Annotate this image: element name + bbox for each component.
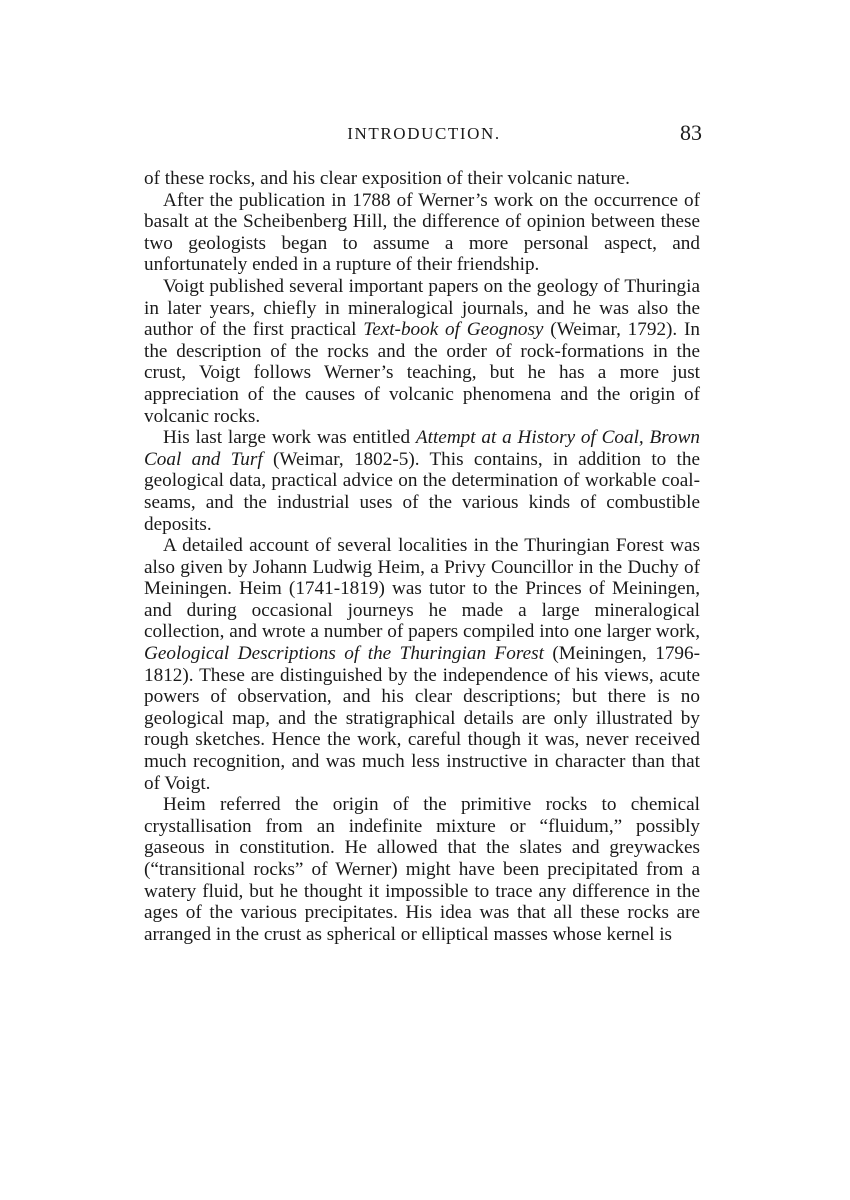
paragraph-heim-primitive-rocks: Heim referred the origin of the primitive rocks to chemical crystallisation from an indefinite mixture or “fluidum,” possibly gaseous in constitution. He allowed that the slates and greywackes (“transitional rocks” of Werner) might have been precipitated from a watery fluid, but he thought it impossible to trace any difference in the ages of the various precipitates. His idea was that all these rocks are arranged in the crust as spherical or elliptical masses whose kernel is bbox=[144, 794, 700, 945]
paragraph-voigt-publications bbox=[144, 276, 700, 427]
paragraph-text: Voigt published several important papers on the geology of Thuringia in later years, chiefly in mineralogical journals, and he was also the author of the first practical bbox=[144, 275, 700, 341]
running-title: INTRODUCTION. bbox=[347, 124, 501, 143]
body-text bbox=[144, 168, 700, 945]
paragraph-continuation: of these rocks, and his clear exposition of their volcanic nature. bbox=[144, 168, 630, 189]
paragraph-werner-basalt: After the publication in 1788 of Werner’s work on the occurrence of basalt at the Scheibenberg Hill, the difference of opinion between these two geologists began to assume a more personal aspect, and unfortunately ended in a rupture of their friendship. bbox=[144, 189, 700, 276]
paragraph-text: His last large work was entitled bbox=[163, 427, 416, 449]
running-head bbox=[144, 120, 704, 150]
book-title-history-of-coal: Attempt at a History of Coal, Brown Coal and Turf bbox=[144, 427, 700, 470]
book-title-text-book-of-geognosy: Text-book of Geognosy bbox=[363, 319, 544, 341]
paragraph-history-of-coal bbox=[144, 427, 700, 535]
book-title-geological-descriptions: Geological Descriptions of the Thuringian Forest bbox=[144, 643, 544, 665]
paragraph-text: (Weimar, 1802-5). This contains, in addition to the geological data, practical advice on the determination of workable coal-seams, and the industrial uses of the various kinds of combustible deposits. bbox=[144, 448, 700, 535]
paragraph-text: (Meiningen, 1796-1812). These are distinguished by the independence of his views, acute powers of observation, and his clear descriptions; but there is no geological map, and the stratigraphical details are only illustrated by rough sketches. Hence the work, careful though it was, never received much recognition, and was much less instructive in character than that of Voigt. bbox=[144, 643, 700, 794]
paragraph-text: (Weimar, 1792). In the description of the rocks and the order of rock-formations in the crust, Voigt follows Werner’s teaching, but he has a more just appreciation of the causes of volcanic phenomena and the origin of volcanic rocks. bbox=[144, 319, 700, 427]
paragraph-text: A detailed account of several localities in the Thuringian Forest was also given by Johann Ludwig Heim, a Privy Councillor in the Duchy of Meiningen. Heim (1741-1819) was tutor to the Princes of Meiningen, and during occasional journeys he made a large mineralogical collection, and wrote a number of papers compiled into one larger work, bbox=[144, 535, 700, 643]
page-number: 83 bbox=[680, 120, 702, 145]
paragraph-heim bbox=[144, 535, 700, 794]
